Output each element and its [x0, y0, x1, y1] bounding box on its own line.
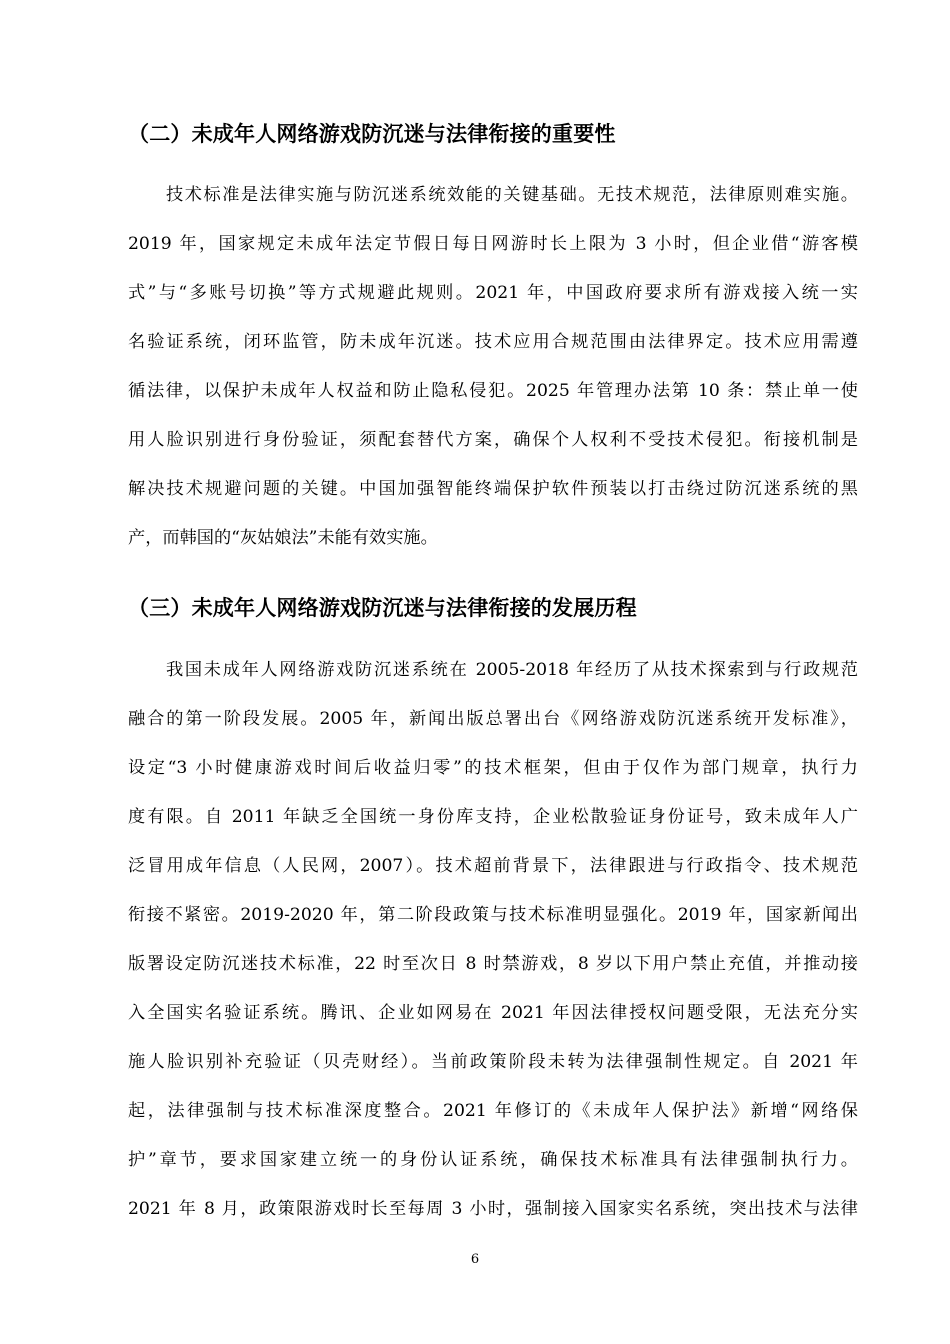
paragraph-line: 名验证系统，闭环监管，防未成年沉迷。技术应用合规范围由法律界定。技术应用需遵 [128, 332, 858, 352]
paragraph-line: 入全国实名验证系统。腾讯、企业如网易在 2021 年因法律授权问题受限，无法充分实 [128, 1003, 858, 1023]
paragraph-line: 解决技术规避问题的关键。中国加强智能终端保护软件预装以打击绕过防沉迷系统的黑 [128, 479, 858, 499]
paragraph-line: 度有限。自 2011 年缺乏全国统一身份库支持，企业松散验证身份证号，致未成年人广 [128, 807, 858, 827]
paragraph-line: 版署设定防沉迷技术标准，22 时至次日 8 时禁游戏，8 岁以下用户禁止充值，并推动接 [128, 954, 858, 974]
paragraph-line: 2021 年 8 月，政策限游戏时长至每周 3 小时，强制接入国家实名系统，突出技术与法律 [128, 1199, 858, 1219]
paragraph-line: 2019 年，国家规定未成年法定节假日每日网游时长上限为 3 小时，但企业借“游客模 [128, 234, 858, 254]
paragraph-line: 式”与“多账号切换”等方式规避此规则。2021 年，中国政府要求所有游戏接入统一实 [128, 283, 858, 303]
paragraph-line: 用人脸识别进行身份验证，须配套替代方案，确保个人权利不受技术侵犯。衔接机制是 [128, 430, 858, 450]
paragraph-line: 融合的第一阶段发展。2005 年，新闻出版总署出台《网络游戏防沉迷系统开发标准》， [128, 709, 858, 729]
section-heading-importance: （二）未成年人网络游戏防沉迷与法律衔接的重要性 [128, 122, 616, 146]
paragraph-line: 技术标准是法律实施与防沉迷系统效能的关键基础。无技术规范，法律原则难实施。 [166, 185, 858, 205]
section-heading-history: （三）未成年人网络游戏防沉迷与法律衔接的发展历程 [128, 596, 637, 620]
page-number: 6 [470, 1252, 480, 1267]
paragraph-line: 起，法律强制与技术标准深度整合。2021 年修订的《未成年人保护法》新增“网络保 [128, 1101, 858, 1121]
paragraph-line: 设定“3 小时健康游戏时间后收益归零”的技术框架，但由于仅作为部门规章，执行力 [128, 758, 858, 778]
paragraph-line: 施人脸识别补充验证（贝壳财经）。当前政策阶段未转为法律强制性规定。自 2021 年 [128, 1052, 858, 1072]
paragraph-line: 我国未成年人网络游戏防沉迷系统在 2005-2018 年经历了从技术探索到与行政规范 [166, 660, 858, 680]
paragraph-line: 护”章节，要求国家建立统一的身份认证系统，确保技术标准具有法律强制执行力。 [128, 1150, 858, 1170]
paragraph-line: 产，而韩国的“灰姑娘法”未能有效实施。 [128, 528, 438, 548]
paragraph-line: 衔接不紧密。2019-2020 年，第二阶段政策与技术标准明显强化。2019 年，国家新闻出 [128, 905, 858, 925]
paragraph-line: 循法律，以保护未成年人权益和防止隐私侵犯。2025 年管理办法第 10 条：禁止单一使 [128, 381, 858, 401]
paragraph-line: 泛冒用成年信息（人民网，2007）。技术超前背景下，法律跟进与行政指令、技术规范 [128, 856, 858, 876]
